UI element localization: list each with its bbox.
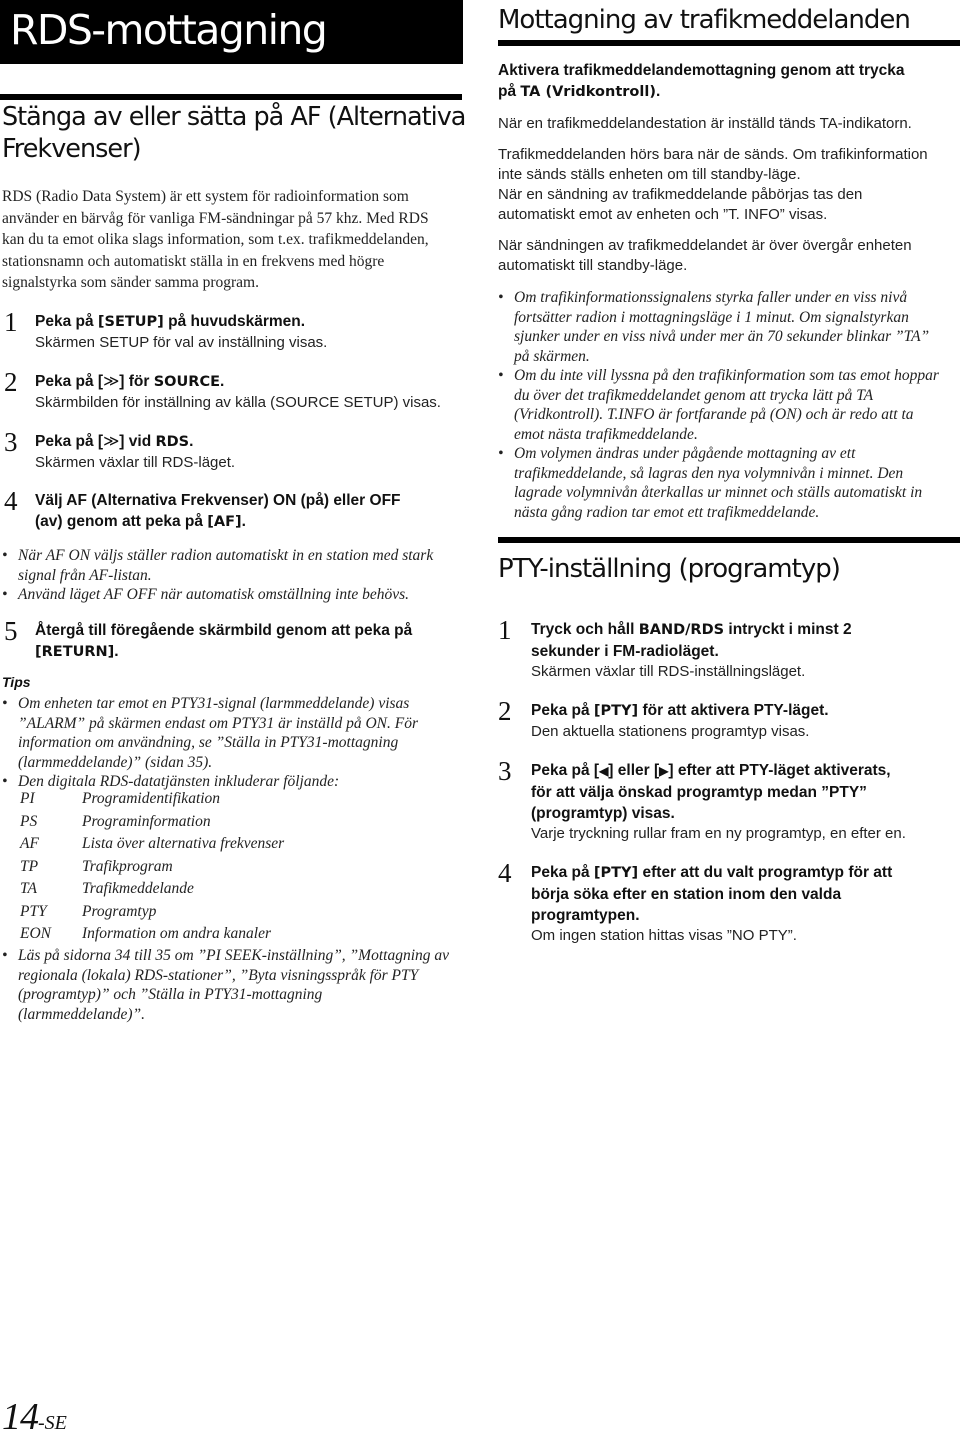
table-row: TA Trafikmeddelande <box>20 880 194 897</box>
step-number: 2 <box>4 367 18 397</box>
traffic-section-title: Mottagning av trafikmeddelanden <box>498 5 910 35</box>
list-item: • Om enheten tar emot en PTY31-signal (larmmeddelande) visas ”ALARM” på skärmen endast om PTY31 är inställd på ON. För information om användning, se ”Ställa in PTY31-mottagning (larmmeddelande)” (sidan 35). <box>2 695 419 771</box>
step-instruction: sekunder i FM-radioläget. <box>531 643 719 660</box>
setup-key[interactable]: [SETUP] <box>97 314 164 330</box>
list-item: • Läs på sidorna 34 till 35 om ”PI SEEK-inställning”, ”Mottagning av regionala (lokala) RDS-stationer”, ”Byta visningsspråk för PTY (programtyp)” och ”Ställa in PTY31-mottagning (larmmeddelande)”. <box>2 947 450 1023</box>
triangle-left-icon[interactable]: ◀ <box>599 764 609 778</box>
rds-key[interactable]: RDS <box>155 434 190 450</box>
chapter-title: RDS-mottagning <box>10 6 327 54</box>
step-result: Skärmen växlar till RDS-läget. <box>35 454 236 471</box>
traffic-notes <box>498 288 960 522</box>
traffic-lead: Aktivera trafikmeddelandemottagning genom att trycka på TA (Vridkontroll). <box>498 62 905 100</box>
intro-line: RDS (Radio Data System) är ett system för radioinformation som <box>2 188 409 205</box>
step-instruction: Tryck och håll BAND/RDS intryckt i minst 2 <box>531 621 852 638</box>
traffic-para-2: Trafikmeddelanden hörs bara när de sänds. Om trafikinformation inte sänds ställs enheten om till standby-läge. När en sändning av trafikmeddelande påbörjas tas den automatiskt emot av enheten och ”T. INFO” visas. <box>498 146 928 223</box>
double-chevron-right-icon[interactable]: ≫ <box>103 433 120 450</box>
section-rule <box>0 94 462 100</box>
pty-key[interactable]: [PTY] <box>593 703 639 719</box>
step-number: 1 <box>4 307 18 337</box>
step-result: Varje tryckning rullar fram en ny programtyp, en efter en. <box>531 825 906 842</box>
step-instruction: Peka på [PTY] efter att du valt programtyp för att <box>531 864 893 881</box>
triangle-right-icon[interactable]: ▶ <box>659 764 669 778</box>
list-item: • Använd läget AF OFF när automatisk omställning inte behövs. <box>2 586 410 603</box>
step-number: 4 <box>4 486 18 516</box>
section-rule <box>498 40 960 46</box>
step-instruction: börja söka efter en station inom den valda <box>531 886 842 903</box>
table-row: PTY Programtyp <box>20 902 157 920</box>
ta-knob-key[interactable]: TA (Vridkontroll) <box>520 84 656 100</box>
step-instruction: Återgå till föregående skärmbild genom att peka på <box>35 622 413 639</box>
tips-list <box>2 694 462 792</box>
step-result: Den aktuella stationens programtyp visas. <box>531 723 810 740</box>
step-instruction: Peka på [≫] vid RDS. <box>35 433 194 450</box>
intro-line: kan du ta emot olika slags information, som t.ex. trafikmeddelanden, <box>2 231 429 248</box>
return-key[interactable]: [RETURN] <box>35 644 115 660</box>
list-item: • Den digitala RDS-datatjänsten inkluderar följande: <box>2 773 340 790</box>
step-number: 2 <box>498 696 512 726</box>
list-item: • Om trafikinformationssignalens styrka faller under en viss nivå fortsätter radion i mottagningsläge i 1 minut. Om signalstyrkan sjunker under en viss nivå under mer än 70 sekunder blinkar ”TA” på skärmen. <box>498 289 930 365</box>
step-instruction: Välj AF (Alternativa Frekvenser) ON (på) eller OFF <box>35 492 401 509</box>
step-result: Skärmen SETUP för val av inställning visas. <box>35 334 328 351</box>
list-item: • Om volymen ändras under pågående mottagning av ett trafikmeddelande, så lagras den nya volymnivån i minnet. Den lagrade volymnivån återkallas ur minnet och ställs automatiskt in nästa gång radion tar emot ett trafikmeddelande. <box>498 445 923 521</box>
af-section-title <box>2 101 465 165</box>
step-number: 3 <box>4 427 18 457</box>
step-instruction: Peka på [◀] eller [▶] efter att PTY-läget aktiverats, <box>531 762 891 779</box>
af-key[interactable]: [AF] <box>207 514 242 530</box>
step-instruction: [RETURN]. <box>35 643 119 660</box>
intro-line: använder en bärvåg för vanliga FM-sändningar på 57 khz. Med RDS <box>2 209 429 227</box>
table-row: PS Programinformation <box>20 812 211 830</box>
step-result: Skärmbilden för inställning av källa (SOURCE SETUP) visas. <box>35 394 441 411</box>
section-rule <box>498 537 960 543</box>
rds-abbreviation-table <box>20 790 284 948</box>
step-instruction: Peka på [PTY] för att aktivera PTY-läget. <box>531 702 829 719</box>
list-item: • Om du inte vill lyssna på den trafikinformation som tas emot hoppar du över det trafikmeddelandet genom att trycka lätt på TA (Vridkontroll). T.INFO är fortfarande på (ON) och är redo att ta emot nästa trafikmeddelande. <box>498 367 939 443</box>
list-item: • När AF ON väljs ställer radion automatiskt in en station med stark signal från AF-listan. <box>2 547 434 584</box>
step-number: 4 <box>498 858 512 888</box>
step-number: 3 <box>498 756 512 786</box>
table-row: TP Trafikprogram <box>20 857 173 875</box>
traffic-para-3: När sändningen av trafikmeddelandet är över övergår enheten automatiskt till standby-läge. <box>498 237 912 274</box>
step-instruction: (programtyp) visas. <box>531 805 675 822</box>
step-result: Skärmen växlar till RDS-inställningsläget. <box>531 663 806 680</box>
step-instruction: Peka på [SETUP] på huvudskärmen. <box>35 313 306 330</box>
af-title-line2: Frekvenser) <box>2 134 141 164</box>
traffic-para-1: När en trafikmeddelandestation är inställd tänds TA-indikatorn. <box>498 115 912 132</box>
table-row: PI Programidentifikation <box>20 790 221 807</box>
af-title-line1: Stänga av eller sätta på AF (Alternativa <box>2 102 466 132</box>
pty-key[interactable]: [PTY] <box>593 865 639 881</box>
step-number: 5 <box>4 616 18 646</box>
band-rds-key[interactable]: BAND/RDS <box>638 622 725 638</box>
page-number: 14-SE <box>2 1396 67 1438</box>
page-suffix: -SE <box>38 1412 67 1434</box>
step-instruction: för att välja önskad programtyp medan ”PTY” <box>531 784 867 801</box>
table-row: AF Lista över alternativa frekvenser <box>20 835 285 852</box>
pty-section-title: PTY-inställning (programtyp) <box>498 554 840 584</box>
intro-line: signalstyrka som sänder samma program. <box>2 274 259 291</box>
step-instruction: Peka på [≫] för SOURCE. <box>35 373 225 390</box>
intro-line: stationsnamn och automatiskt ställa in en frekvens med högre <box>2 252 385 270</box>
step-instruction: programtypen. <box>531 907 640 924</box>
source-key[interactable]: SOURCE <box>153 374 220 390</box>
double-chevron-right-icon[interactable]: ≫ <box>103 373 120 390</box>
af-intro <box>2 186 464 294</box>
step-instruction: (av) genom att peka på [AF]. <box>35 513 246 530</box>
tips-list-cont <box>2 946 462 1024</box>
step-result: Om ingen station hittas visas ”NO PTY”. <box>531 927 797 944</box>
tips-label: Tips <box>2 674 31 690</box>
af-notes <box>2 546 462 605</box>
chapter-banner <box>0 0 463 64</box>
step-number: 1 <box>498 615 512 645</box>
table-row: EON Information om andra kanaler <box>20 925 272 942</box>
